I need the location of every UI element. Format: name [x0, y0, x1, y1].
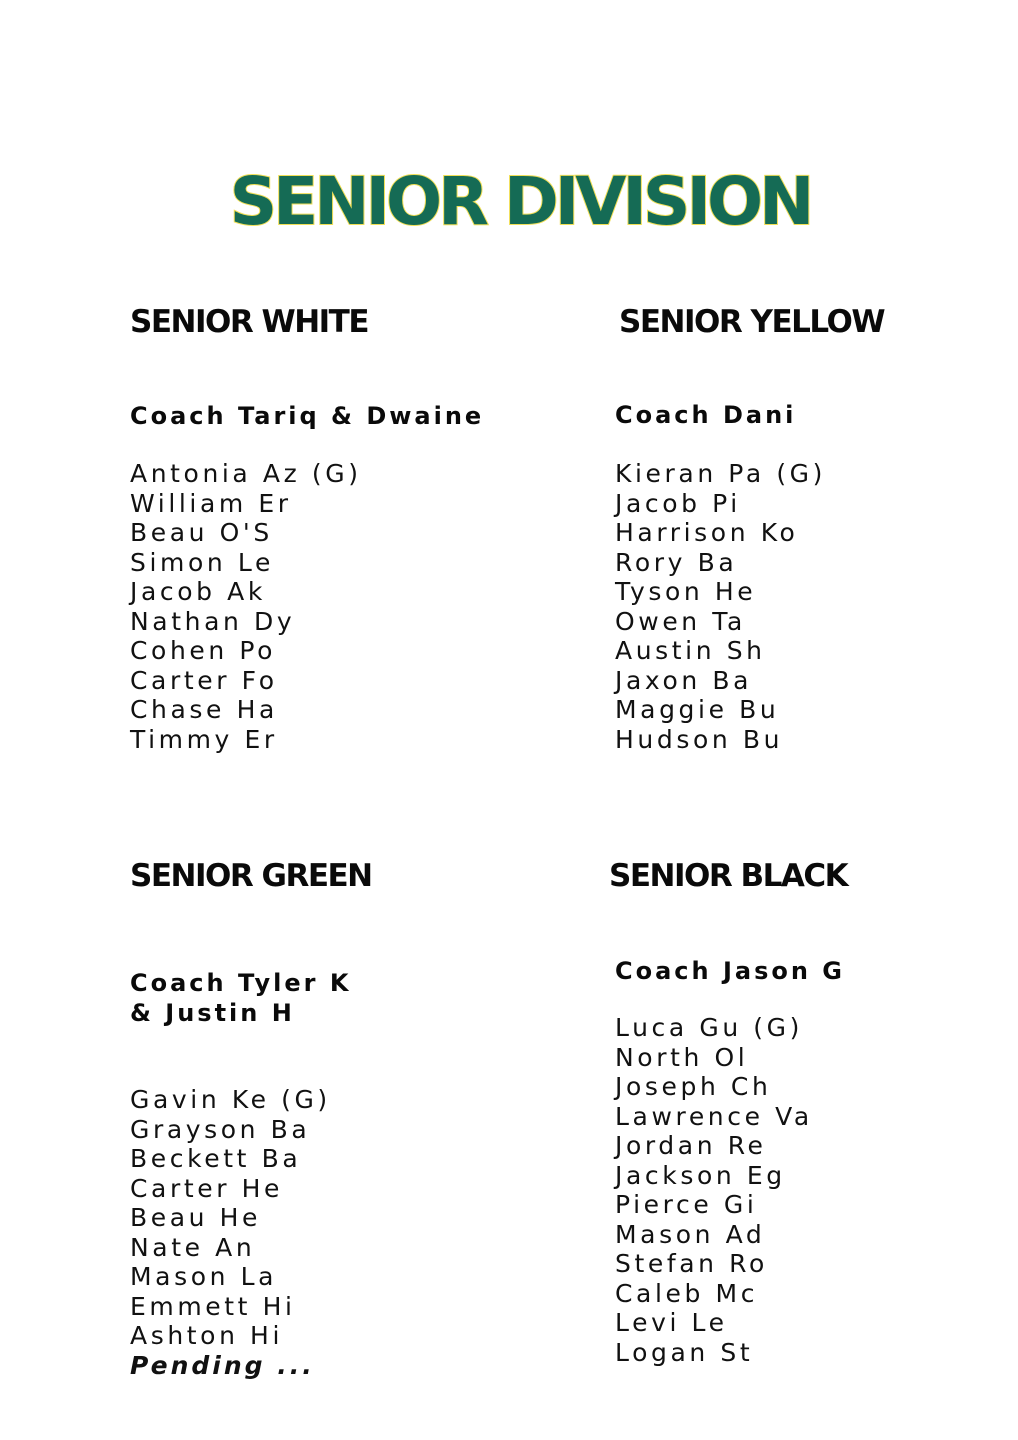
coach-name	[130, 402, 484, 432]
team-name: SENIOR WHITE	[130, 304, 368, 340]
coach-line: Coach Tyler K	[130, 969, 352, 997]
player-name: Carter He	[130, 1173, 284, 1203]
coach-line: Coach Tariq & Dwaine	[130, 402, 485, 430]
coach-line: & Justin H	[130, 998, 295, 1027]
player-name: Mason Ad	[615, 1219, 766, 1249]
player-name: Carter Fo	[130, 665, 278, 695]
team-name: SENIOR BLACK	[609, 858, 848, 894]
player-name: Jacob Pi	[615, 488, 741, 518]
player-name: Jackson Eg	[615, 1160, 786, 1190]
player-name: Antonia Az (G)	[130, 459, 362, 488]
player-name: Kieran Pa (G)	[615, 459, 827, 488]
player-name: Emmett Hi	[130, 1291, 296, 1321]
team-name: SENIOR YELLOW	[619, 304, 885, 340]
player-name: Luca Gu (G)	[615, 1013, 803, 1042]
pending-note: Pending ...	[130, 1350, 315, 1380]
player-name: Ashton Hi	[130, 1321, 284, 1350]
player-name: Mason La	[130, 1262, 278, 1291]
player-name: Cohen Po	[130, 636, 277, 665]
player-name: Austin Sh	[615, 636, 766, 665]
player-name: Grayson Ba	[130, 1114, 311, 1144]
player-name: Nate An	[130, 1232, 256, 1262]
coach-line: Coach Jason G	[615, 957, 846, 985]
player-name: Harrison Ko	[615, 518, 799, 547]
player-name: Tyson He	[615, 577, 757, 606]
player-list	[130, 1085, 331, 1380]
player-list	[615, 1013, 813, 1367]
coach-line: Coach Dani	[615, 401, 797, 429]
player-name: Levi Le	[615, 1308, 728, 1337]
player-list	[615, 459, 826, 754]
player-name: Timmy Er	[130, 724, 278, 754]
player-name: Caleb Mc	[615, 1278, 759, 1308]
page-title: SENIOR DIVISION	[229, 163, 811, 241]
player-name: Joseph Ch	[615, 1072, 772, 1101]
team-name: SENIOR GREEN	[130, 858, 372, 894]
player-name: Chase Ha	[130, 695, 278, 724]
coach-name	[615, 957, 845, 987]
player-name: Jacob Ak	[130, 577, 266, 606]
player-name: Gavin Ke (G)	[130, 1085, 331, 1114]
player-name: Owen Ta	[615, 606, 746, 636]
player-name: Beckett Ba	[130, 1144, 302, 1173]
player-name: Rory Ba	[615, 547, 738, 577]
player-name: Stefan Ro	[615, 1249, 768, 1278]
player-list	[130, 459, 362, 754]
player-name: Maggie Bu	[615, 695, 780, 724]
player-name: Jordan Re	[615, 1131, 767, 1160]
player-name: William Er	[130, 488, 292, 518]
player-name: North Ol	[615, 1042, 749, 1072]
player-name: Nathan Dy	[130, 606, 296, 636]
player-name: Lawrence Va	[615, 1101, 813, 1131]
player-name: Beau He	[130, 1203, 262, 1232]
player-name: Beau O'S	[130, 518, 273, 547]
player-name: Simon Le	[130, 547, 274, 577]
player-name: Jaxon Ba	[615, 665, 753, 695]
player-name: Pierce Gi	[615, 1190, 758, 1219]
coach-name	[615, 401, 796, 431]
player-name: Hudson Bu	[615, 724, 784, 754]
player-name: Logan St	[615, 1337, 754, 1367]
coach-name	[130, 969, 351, 1028]
